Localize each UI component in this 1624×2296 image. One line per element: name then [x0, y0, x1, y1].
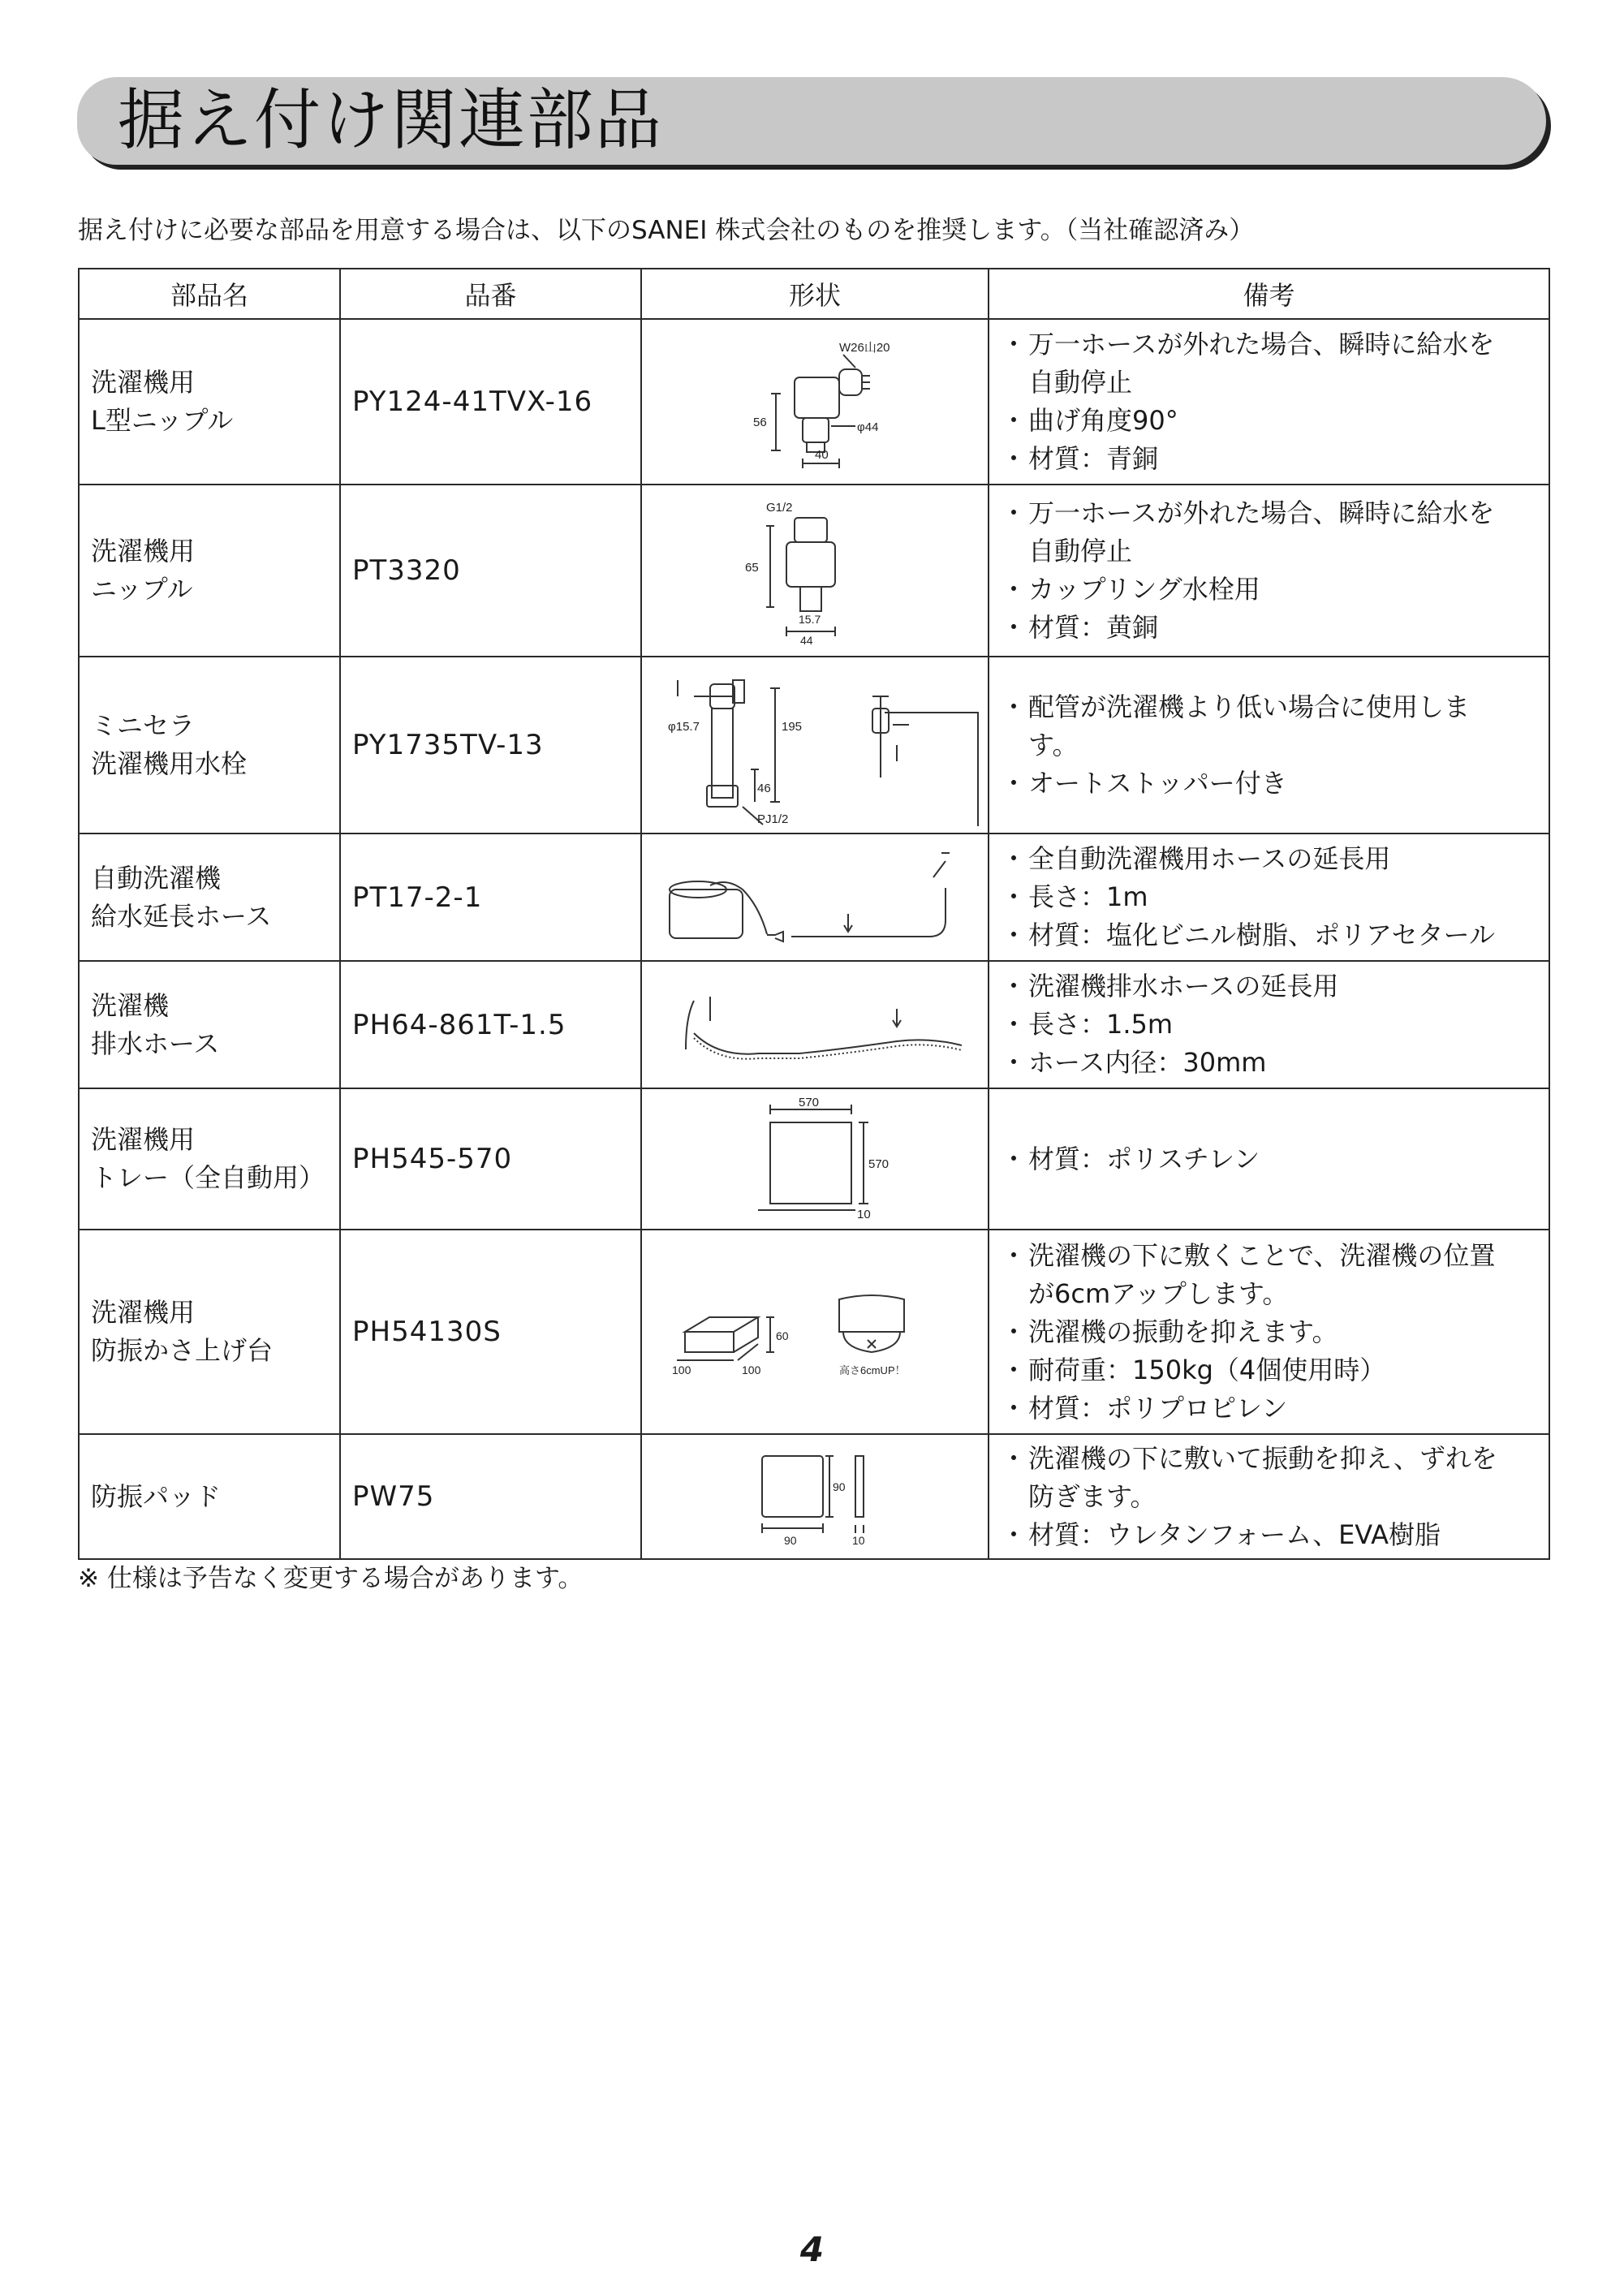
table-row — [79, 319, 1549, 485]
page-number: 4 — [799, 2229, 825, 2269]
note-text: 洗濯機の振動を抑えます。 — [1028, 1316, 1338, 1347]
note-text: 材質：ポリスチレン — [1028, 1143, 1260, 1174]
part-name-cell: 洗濯機 排水ホース — [79, 961, 340, 1088]
table-header-row — [79, 269, 1549, 319]
notes-cell: ・ 万一ホースが外れた場合、瞬時に給水を 自動停止 ・ 曲げ角度90° ・ 材質：青銅 — [989, 319, 1549, 485]
dimension-label: 90 — [784, 1534, 797, 1547]
part-name-cell: ミニセラ 洗濯機用水栓 — [79, 657, 340, 834]
dimension-label: 195 — [782, 720, 803, 734]
dimension-label: 15.7 — [799, 613, 821, 626]
faucet-diagram — [653, 664, 986, 826]
intro-text: 据え付けに必要な部品を用意する場合は、以下のSANEI 株式会社のものを推奨します。（当社確認済み） — [78, 216, 1255, 245]
model-number-cell: PH64-861T-1.5 — [340, 961, 641, 1088]
part-name-cell: 自動洗濯機 給水延長ホース — [79, 834, 340, 961]
riser-stand-diagram — [661, 1283, 969, 1381]
shape-cell — [641, 1434, 989, 1559]
shape-cell — [641, 834, 989, 961]
shape-cell — [641, 1230, 989, 1434]
dimension-label: PJ1/2 — [757, 812, 789, 826]
dimension-label: 10 — [857, 1208, 871, 1220]
dimension-label: 44 — [800, 634, 813, 647]
note-text: す。 — [1028, 729, 1079, 760]
dimension-label: φ44 — [857, 420, 879, 434]
supply-hose-diagram — [653, 841, 978, 954]
note-text: 配管が洗濯機より低い場合に使用しま — [1028, 691, 1471, 722]
dimension-label: W26山20 — [839, 341, 890, 355]
note-text: 長さ：1.5m — [1028, 1009, 1174, 1040]
shape-cell — [641, 657, 989, 834]
table-row — [79, 1434, 1549, 1559]
notes-cell: ・ 材質：ポリスチレン — [989, 1088, 1549, 1230]
note-text: カップリング水栓用 — [1028, 574, 1260, 605]
note-text: 長さ：1m — [1028, 881, 1148, 912]
header-notes: 備考 — [989, 269, 1549, 319]
notes-cell: ・ 配管が洗濯機より低い場合に使用しま す。 ・ オートストッパー付き — [989, 657, 1549, 834]
note-text: オートストッパー付き — [1028, 767, 1287, 799]
title-bar — [77, 77, 1546, 165]
note-text: 防ぎます。 — [1028, 1480, 1157, 1512]
notes-cell: ・ 全自動洗濯機用ホースの延長用 ・ 長さ：1m ・ 材質：塩化ビニル樹脂、ポリアセタール — [989, 834, 1549, 961]
dimension-label: 46 — [757, 782, 771, 795]
model-number-cell: PH54130S — [340, 1230, 641, 1434]
dimension-label: 高さ6cmUP！ — [839, 1364, 906, 1376]
notes-cell: ・ 万一ホースが外れた場合、瞬時に給水を 自動停止 ・ カップリング水栓用 ・ 材質：黄銅 — [989, 485, 1549, 657]
note-text: 洗濯機の下に敷いて振動を抑え、ずれを — [1028, 1442, 1497, 1474]
dimension-label: 60 — [776, 1329, 789, 1342]
model-number-cell: PT17-2-1 — [340, 834, 641, 961]
table-row — [79, 657, 1549, 834]
table-row — [79, 834, 1549, 961]
model-number-cell: PT3320 — [340, 485, 641, 657]
header-part-name: 部品名 — [79, 269, 340, 319]
dimension-label: 10 — [852, 1534, 865, 1547]
part-name-cell: 洗濯機用 L型ニップル — [79, 319, 340, 485]
part-name-cell: 洗濯機用 ニップル — [79, 485, 340, 657]
table-row — [79, 961, 1549, 1088]
dimension-label: 570 — [868, 1157, 890, 1171]
notes-cell: ・ 洗濯機の下に敷くことで、洗濯機の位置 が6cmアップします。 ・ 洗濯機の振動を抑えます。 ・ 耐荷重：150kg（4個使用時） ・ 材質：ポリプロピレン — [989, 1230, 1549, 1434]
note-text: 自動停止 — [1028, 367, 1133, 398]
table-row — [79, 485, 1549, 657]
note-text: 材質：ポリプロピレン — [1028, 1392, 1288, 1424]
part-name-cell: 洗濯機用 トレー（全自動用） — [79, 1088, 340, 1230]
dimension-label: 56 — [753, 416, 767, 429]
note-text: 材質：黄銅 — [1028, 612, 1159, 643]
note-text: 洗濯機の下に敷くことで、洗濯機の位置 — [1028, 1239, 1496, 1271]
dimension-label: 570 — [799, 1098, 820, 1109]
header-model-number: 品番 — [340, 269, 641, 319]
model-number-cell: PY124-41TVX-16 — [340, 319, 641, 485]
dimension-label: G1/2 — [766, 501, 793, 515]
note-text: ホース内径：30mm — [1028, 1047, 1267, 1078]
shape-cell — [641, 485, 989, 657]
l-nipple-diagram — [717, 329, 912, 475]
note-text: 曲げ角度90° — [1028, 405, 1178, 436]
vibration-pad-diagram — [734, 1444, 896, 1549]
note-text: 万一ホースが外れた場合、瞬時に給水を — [1028, 498, 1495, 528]
shape-cell — [641, 319, 989, 485]
model-number-cell: PY1735TV-13 — [340, 657, 641, 834]
dimension-label: 90 — [833, 1480, 846, 1493]
dimension-label: 40 — [815, 448, 829, 462]
part-name-cell: 洗濯機用 防振かさ上げ台 — [79, 1230, 340, 1434]
footnote: ※ 仕様は予告なく変更する場合があります。 — [78, 1564, 584, 1593]
model-number-cell: PH545-570 — [340, 1088, 641, 1230]
notes-cell: ・ 洗濯機の下に敷いて振動を抑え、ずれを 防ぎます。 ・ 材質：ウレタンフォーム、EVA樹脂 — [989, 1434, 1549, 1559]
note-text: 材質：ウレタンフォーム、EVA樹脂 — [1028, 1518, 1441, 1550]
dimension-label: 100 — [672, 1363, 691, 1376]
part-name-cell: 防振パッド — [79, 1434, 340, 1559]
note-text: 万一ホースが外れた場合、瞬時に給水を — [1028, 329, 1495, 360]
dimension-label: φ15.7 — [668, 720, 700, 734]
shape-cell — [641, 1088, 989, 1230]
model-number-cell: PW75 — [340, 1434, 641, 1559]
notes-cell: ・ 洗濯機排水ホースの延長用 ・ 長さ：1.5m ・ ホース内径：30mm — [989, 961, 1549, 1088]
nipple-diagram — [734, 493, 896, 648]
note-text: 洗濯機排水ホースの延長用 — [1028, 971, 1339, 1002]
dimension-label: 65 — [745, 561, 759, 575]
note-text: 自動停止 — [1028, 536, 1133, 566]
note-text: 耐荷重：150kg（4個使用時） — [1028, 1354, 1386, 1385]
shape-cell — [641, 961, 989, 1088]
table-row — [79, 1088, 1549, 1230]
header-shape: 形状 — [641, 269, 989, 319]
page-title: 据え付け関連部品 — [118, 82, 664, 159]
note-text: 全自動洗濯機用ホースの延長用 — [1028, 843, 1391, 874]
note-text: 材質：青銅 — [1028, 443, 1159, 474]
note-text: 材質：塩化ビニル樹脂、ポリアセタール — [1028, 920, 1496, 950]
table-row — [79, 1230, 1549, 1434]
tray-diagram — [734, 1098, 896, 1220]
parts-table — [78, 268, 1550, 1560]
dimension-label: 100 — [742, 1363, 761, 1376]
drain-hose-diagram — [653, 976, 978, 1074]
note-text: が6cmアップします。 — [1028, 1277, 1289, 1309]
